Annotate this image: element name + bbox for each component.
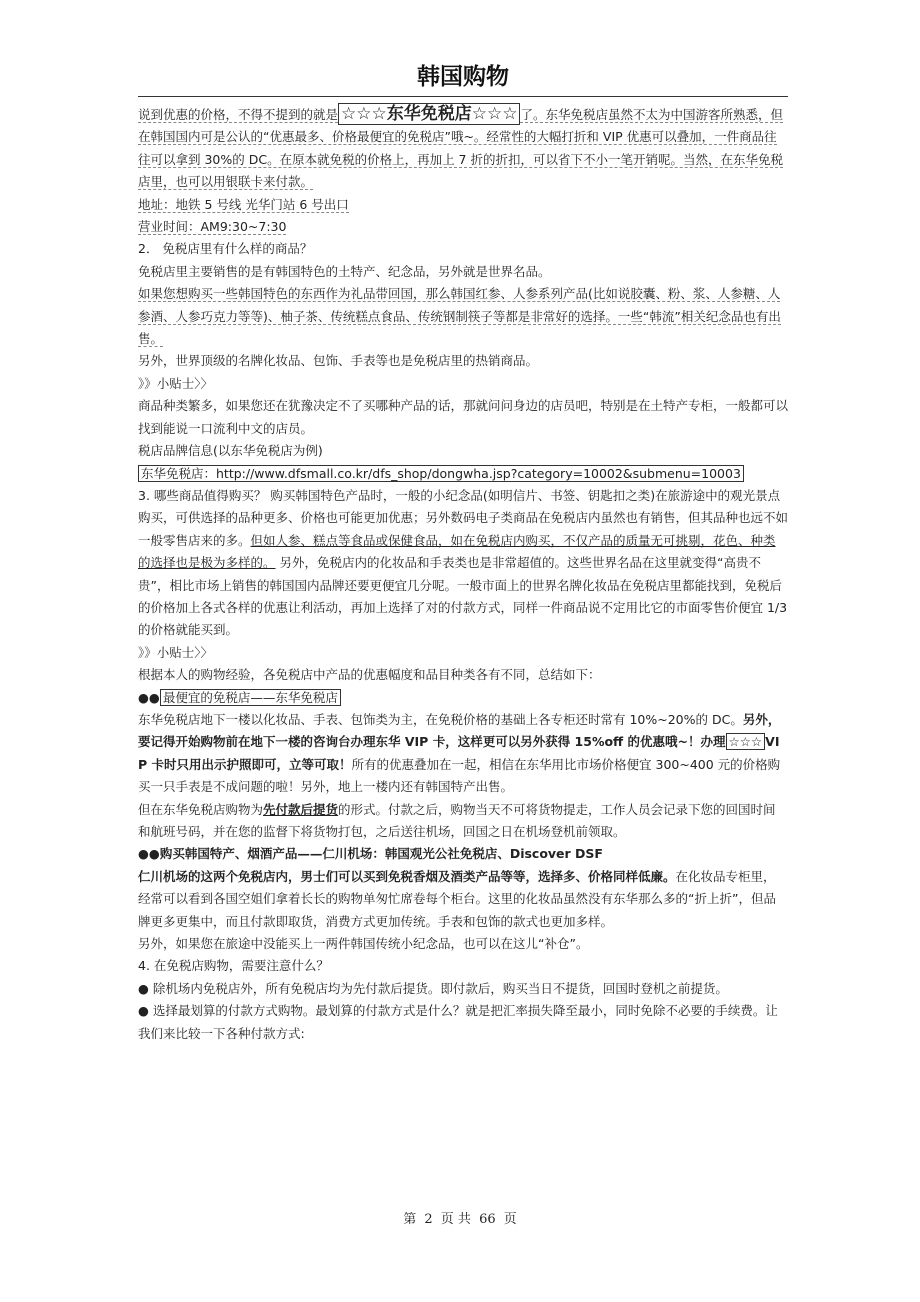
s1p2-underlined: 先付款后提货 (263, 801, 339, 817)
tip-heading-2: 》》小贴士〉〉 (138, 644, 214, 660)
question-2: 2． 免税店里有什么样的商品？ (138, 241, 313, 257)
brand-link[interactable]: 东华免税店：http://www.dfsmall.co.kr/dfs_shop/dongwha.jsp?category=10002&submenu=10003 (138, 465, 744, 482)
footer-prefix: 第 (403, 1212, 417, 1227)
intro-paragraph (138, 103, 788, 194)
address-text: 地址：地铁 5 号线 光华门站 6 号出口 (138, 196, 349, 212)
header-rule (138, 96, 788, 97)
hours-line (138, 216, 788, 238)
s1p1-text-a: 东华免税店地下一楼以化妆品、手表、包饰类为主，在免税价格的基础上各专柜还时常有 10%~20%的 DC。 (138, 711, 743, 727)
tip-text-2: 根据本人的购物经验，各免税店中产品的优惠幅度和品目种类各有不同，总结如下： (138, 667, 601, 683)
q2-paragraph-2-text: 如果您想购买一些韩国特色的东西作为礼品带回国，那么韩国红参、人参系列产品(比如说胶囊、粉、浆、人参糖、人参酒、人参巧克力等等)、柚子茶、传统糕点食品、传统钢制筷子等都是非常好的选择。一些“韩流”相关纪念品也有出售。 (138, 286, 781, 347)
store-name-box: ☆☆☆东华免税店☆☆☆ (338, 103, 520, 125)
q3-text-b: 另外，免税店内的化妆品和手表类也是非常超值的。这些世界名品在这里就变得“高贵不贵”，相比市场上销售的韩国国内品牌还要更便宜几分呢。一般市面上的世界名牌化妆品在免税店里都能找到，免税后的价格加上各式各样的优惠让利活动，再加上选择了对的付款方式，同样一件商品说不定用比它的市面零售价便宜 1/3 的价格就能买到。 (138, 555, 788, 638)
section-1-paragraph-2 (138, 799, 788, 844)
q3-underlined-text: 但如人参、糕点等食品或保健食品，如在免税店内购买，不仅产品的质量无可挑剔，花色、种类的选择也是极为多样的。 (138, 532, 776, 571)
q3-text-a: 3. 哪些商品值得购买？ 购买韩国特色产品时，一般的小纪念品(如明信片、书签、钥匙扣之类)在旅游途中的观光景点购买，可供选择的品种更多、价格也可能更加优惠；另外数码电子类商品在免税店内虽然也有销售，但其品种也远不如一般零售店来的多。 (138, 487, 789, 548)
section-2-paragraph-1 (138, 866, 788, 933)
intro-text-b: 了。东华免税店虽然不太为中国游客所熟悉，但在韩国国内可是公认的“优惠最多、价格最便宜的免税店”哦~。经常性的大幅打折和 VIP 优惠可以叠加，一件商品往往可以拿到 30%的 DC。在原本就免税的价格上，再加上 7 折的折扣，可以省下不小一笔开销呢。当然，在东华免税店里，也可以用银联卡来付款。 (138, 107, 783, 190)
document-page (138, 60, 788, 1045)
q4-bullet-1: ● 除机场内免税店外，所有免税店均为先付款后提货。即付款后，购买当日不提货，回国时登机之前提货。 (138, 980, 728, 996)
tip-text-1: 商品种类繁多，如果您还在犹豫决定不了买哪种产品的话，那就问问身边的店员吧，特别是在土特产专柜，一般都可以找到能说一口流利中文的店员。 (138, 398, 789, 436)
hours-text: 营业时间：AM9:30~7:30 (138, 219, 287, 235)
q2-paragraph-1: 免税店里主要销售的是有韩国特色的土特产、纪念品，另外就是世界名品。 (138, 263, 551, 279)
section-1-paragraph-1 (138, 709, 788, 799)
s1p2-text-b: 的形式。付款之后，购物当天不可将货物提走，工作人员会记录下您的回国时间和航班号码，并在您的监督下将货物打包，之后送往机场，回国之日在机场登机前领取。 (138, 801, 776, 839)
footer-total-pages: 66 (479, 1212, 496, 1227)
q2-paragraph-2 (138, 283, 788, 350)
question-4: 4. 在免税店购物，需要注意什么？ (138, 958, 329, 974)
section-1-bullet: ●● (138, 689, 160, 705)
s2p1-text: 在化妆品专柜里，经常可以看到各国空姐们拿着长长的购物单匆忙席卷每个柜台。这里的化妆品虽然没有东华那么多的“折上折”，但品牌更多更集中，而且付款即取货，消费方式更加传统。手表和包饰的款式也更加多样。 (138, 868, 776, 929)
s1p2-text-a: 但在东华免税店购物为 (138, 801, 264, 817)
section-1-title: 最便宜的免税店——东华免税店 (160, 689, 341, 706)
page-footer (0, 1208, 920, 1227)
tip-heading-1: 》》小贴士〉〉 (138, 375, 214, 391)
brand-link-line (138, 463, 788, 485)
q4-bullet-2: ● 选择最划算的付款方式购物。最划算的付款方式是什么？就是把汇率损失降至最小，同时免除不必要的手续费。让我们来比较一下各种付款方式: (138, 1003, 778, 1041)
address-line (138, 194, 788, 216)
section-2-heading: ●●购买韩国特产、烟酒产品——仁川机场：韩国观光公社免税店、Discover DSF (138, 846, 603, 862)
s1p1-bold-2: VIP 卡时只用出示护照即可，立等可取！ (138, 734, 780, 772)
section-2-paragraph-2: 另外，如果您在旅途中没能买上一两件韩国传统小纪念品，也可以在这儿“补仓”。 (138, 936, 589, 952)
footer-mid: 页 共 (440, 1212, 471, 1227)
s1p1-text-b: 所有的优惠叠加在一起，相信在东华用比市场价格便宜 300~400 元的价格购买一只手表是不成问题的啦！另外，地上一楼内还有韩国特产出售。 (138, 756, 781, 795)
q2-paragraph-3: 另外，世界顶级的名牌化妆品、包饰、手表等也是免税店里的热销商品。 (138, 353, 539, 369)
s1p1-star-box: ☆☆☆ (726, 733, 766, 750)
s1p1-bold-1: 另外，要记得开始购物前在地下一楼的咨询台办理东华 VIP 卡，这样更可以另外获得 15%off 的优惠哦~！办理 (138, 711, 781, 750)
s2p1-bold: 仁川机场的这两个免税店内，男士们可以买到免税香烟及酒类产品等等，选择多、价格同样低廉。 (138, 868, 676, 884)
brand-info-heading: 税店品牌信息(以东华免税店为例) (138, 443, 323, 459)
section-1-heading (138, 687, 788, 709)
footer-page-number: 2 (424, 1212, 433, 1227)
intro-text-a: 说到优惠的价格，不得不提到的就是 (138, 107, 339, 122)
footer-suffix: 页 (503, 1212, 517, 1227)
question-3-paragraph (138, 485, 788, 642)
page-title: 韩国购物 (417, 64, 509, 90)
